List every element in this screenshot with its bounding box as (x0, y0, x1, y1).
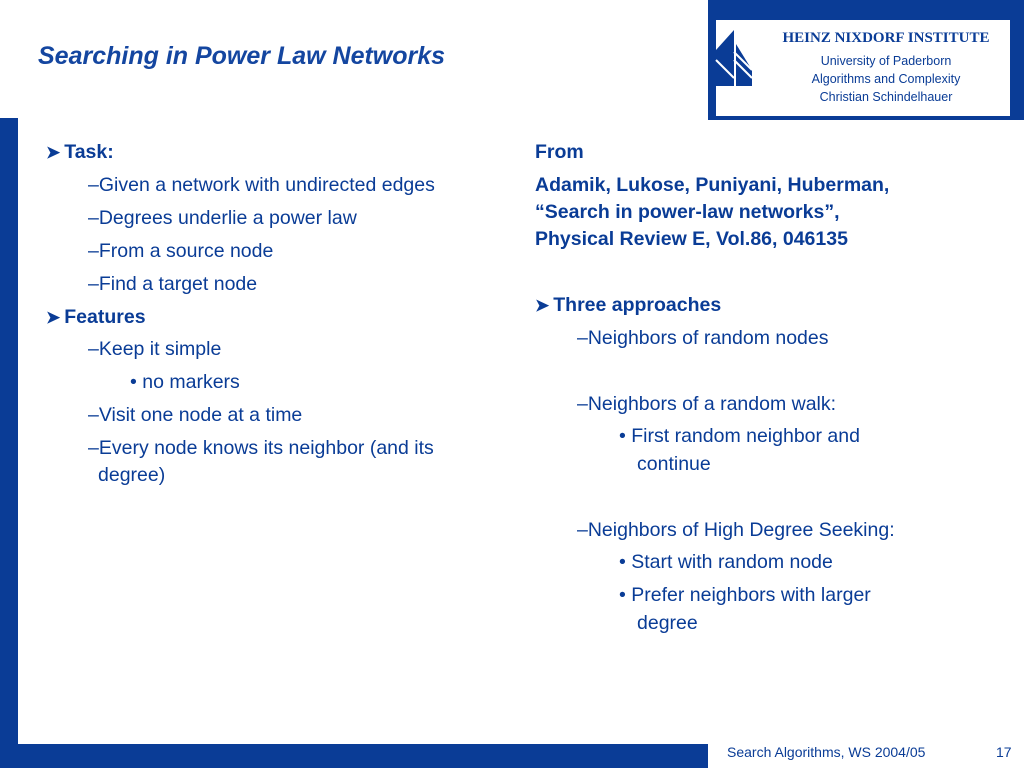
features-visit-one: –Visit one node at a time (88, 404, 303, 426)
approach-2-sub-1-cont: continue (637, 453, 711, 475)
features-keep-simple: –Keep it simple (88, 338, 222, 360)
dot-bullet-icon: • (130, 371, 137, 393)
from-label: From (535, 141, 584, 163)
task-item-3: –From a source node (88, 240, 274, 262)
left-accent-bar (0, 118, 18, 768)
reference-line-1: Adamik, Lukose, Puniyani, Huberman, (535, 174, 890, 196)
task-item-2: –Degrees underlie a power law (88, 207, 357, 229)
task-heading: ➤ Task: (46, 139, 114, 166)
arrow-bullet-icon: ➤ (46, 308, 61, 327)
arrow-bullet-icon: ➤ (46, 143, 61, 162)
features-every-node-2: degree) (98, 464, 166, 486)
institute-university: University of Paderborn (820, 54, 952, 68)
features-heading: ➤ Features (46, 304, 146, 331)
features-no-markers: • no markers (130, 371, 240, 393)
slide-title: Searching in Power Law Networks (38, 42, 446, 70)
task-item-4: –Find a target node (88, 273, 258, 295)
dot-bullet-icon: • (619, 425, 626, 447)
approach-3-sub-2: • Prefer neighbors with larger (619, 584, 871, 606)
approach-3-sub-1: • Start with random node (619, 551, 833, 573)
reference-line-3: Physical Review E, Vol.86, 046135 (535, 228, 848, 250)
page-number: 17 (996, 744, 1012, 760)
approach-2-sub-1: • First random neighbor and (619, 425, 860, 447)
institute-logo-icon (714, 30, 754, 86)
approach-3: –Neighbors of High Degree Seeking: (577, 519, 895, 541)
dot-bullet-icon: • (619, 551, 626, 573)
approaches-heading: ➤ Three approaches (535, 292, 721, 319)
features-every-node-1: –Every node knows its neighbor (and its (88, 437, 434, 459)
institute-name: HEINZ NIXDORF INSTITUTE (782, 30, 990, 46)
institute-author: Christian Schindelhauer (819, 90, 953, 104)
reference-line-2: “Search in power-law networks”, (535, 201, 840, 223)
task-item-1: –Given a network with undirected edges (88, 174, 435, 196)
institute-department: Algorithms and Complexity (811, 72, 961, 86)
approach-1: –Neighbors of random nodes (577, 327, 829, 349)
arrow-bullet-icon: ➤ (535, 296, 550, 315)
dot-bullet-icon: • (619, 584, 626, 606)
approach-3-sub-2-cont: degree (637, 612, 698, 634)
footer-course: Search Algorithms, WS 2004/05 (727, 744, 926, 760)
approach-2: –Neighbors of a random walk: (577, 393, 837, 415)
